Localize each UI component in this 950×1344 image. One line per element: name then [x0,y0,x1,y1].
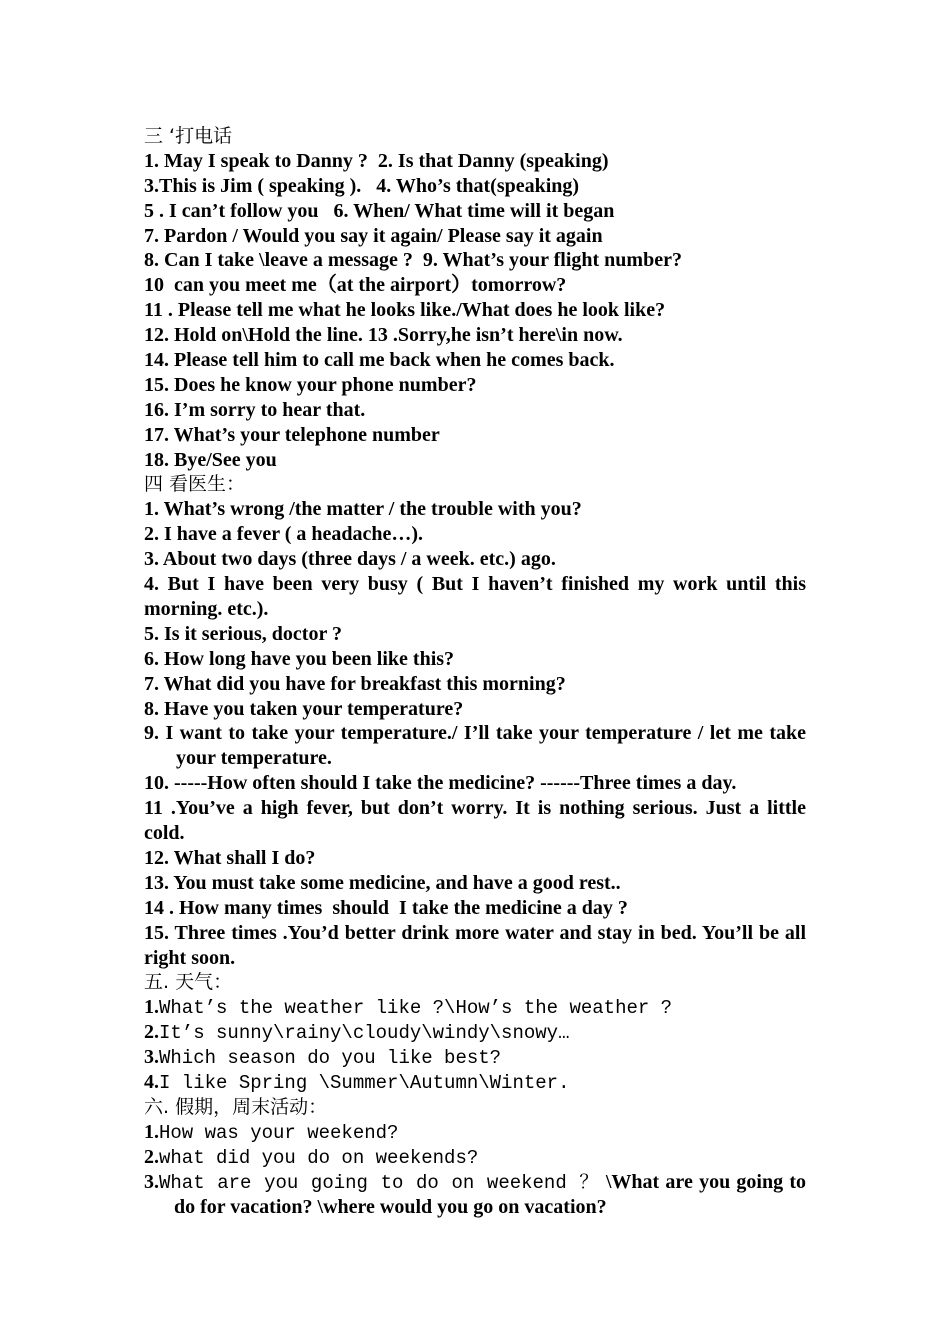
text-line: 6. How long have you been like this? [144,647,455,670]
text-line: 10. -----How often should I take the medicine? ------Three times a day. [144,772,737,795]
list-item [144,1045,806,1070]
text-line: 3.This is Jim ( speaking ). 4. Who’s that(speaking) [144,174,580,197]
text-line: 8. Can I take \leave a message ? 9. What’s your flight number? [144,249,682,272]
list-item [144,995,806,1020]
item-number: 2. [144,1145,159,1168]
text-line: 10 can you meet me（at the airport）tomorrow? [144,274,567,297]
section-heading-doctor: 四 看医生： [144,473,246,496]
text-line: 12. What shall I do? [144,846,316,869]
list-item [144,1145,806,1170]
text-line: 12. Hold on\Hold the line. 13 .Sorry,he isn’t here\in now. [144,324,623,347]
text-line: 3. About two days (three days / a week. etc.) ago. [144,548,556,571]
text-line: 8. Have you taken your temperature? [144,697,464,720]
text-line: 7. Pardon / Would you say it again/ Please say it again [144,224,603,247]
item-text: I like Spring \Summer\Autumn\Winter. [159,1071,570,1094]
text-line: 9. I want to take your temperature./ I’ll take your temperature / let me take your temperature. [144,722,806,770]
section-heading-phone: 三 ‘打电话 [144,125,233,147]
item-number: 4. [144,1070,159,1093]
section-heading-holiday: 六. 假期，周末活动： [144,1095,328,1118]
text-line: 14 . How many times should I take the medicine a day ? [144,896,628,919]
item-text: How was your weekend? [159,1121,399,1144]
text-line: 1. May I speak to Danny ? 2. Is that Danny (speaking) [144,149,609,172]
text-line: 7. What did you have for breakfast this morning? [144,672,566,695]
text-line: 4. But I have been very busy ( But I haven’t finished my work until this morning. etc.). [144,573,806,620]
item-text-bold: \What are you going to do for vacation? \where would you go on vacation? [174,1170,807,1219]
item-number: 2. [144,1021,159,1044]
text-line: 2. I have a fever ( a headache…). [144,523,424,546]
text-line: 1. What’s wrong /the matter / the trouble with you? [144,498,582,521]
document-body [144,124,806,1220]
list-item [144,1120,806,1145]
text-line: 17. What’s your telephone number [144,423,440,446]
text-line: 5. Is it serious, doctor ? [144,622,342,645]
item-number: 1. [144,996,159,1019]
list-item [144,1020,806,1045]
item-text: What are you going to do on weekend ？ [159,1171,600,1194]
text-line: 11 .You’ve a high fever, but don’t worry. It is nothing serious. Just a little cold. [144,797,806,845]
item-number: 3. [144,1046,159,1069]
text-line: 13. You must take some medicine, and have a good rest.. [144,871,621,894]
text-line: 14. Please tell him to call me back when he comes back. [144,349,615,372]
section-heading-weather: 五. 天气： [144,971,233,994]
text-line: 5 . I can’t follow you 6. When/ What time will it began [144,199,615,222]
list-item [144,1070,806,1095]
text-line: 18. Bye/See you [144,448,277,471]
item-number: 3. [144,1170,159,1193]
text-line: 15. Three times .You’d better drink more water and stay in bed. You’ll be all right soon. [144,921,806,969]
text-line: 16. I’m sorry to hear that. [144,398,366,421]
item-text: Which season do you like best? [159,1047,502,1070]
text-line: 15. Does he know your phone number? [144,373,477,396]
item-text: What’s the weather like ?\How’s the weather ? [159,997,673,1020]
list-item [144,1170,806,1221]
text-line: 11 . Please tell me what he looks like./What does he look like? [144,299,666,322]
item-number: 1. [144,1120,159,1143]
item-text: what did you do on weekends? [159,1146,479,1169]
item-text: It’s sunny\rainy\cloudy\windy\snowy… [159,1022,570,1045]
